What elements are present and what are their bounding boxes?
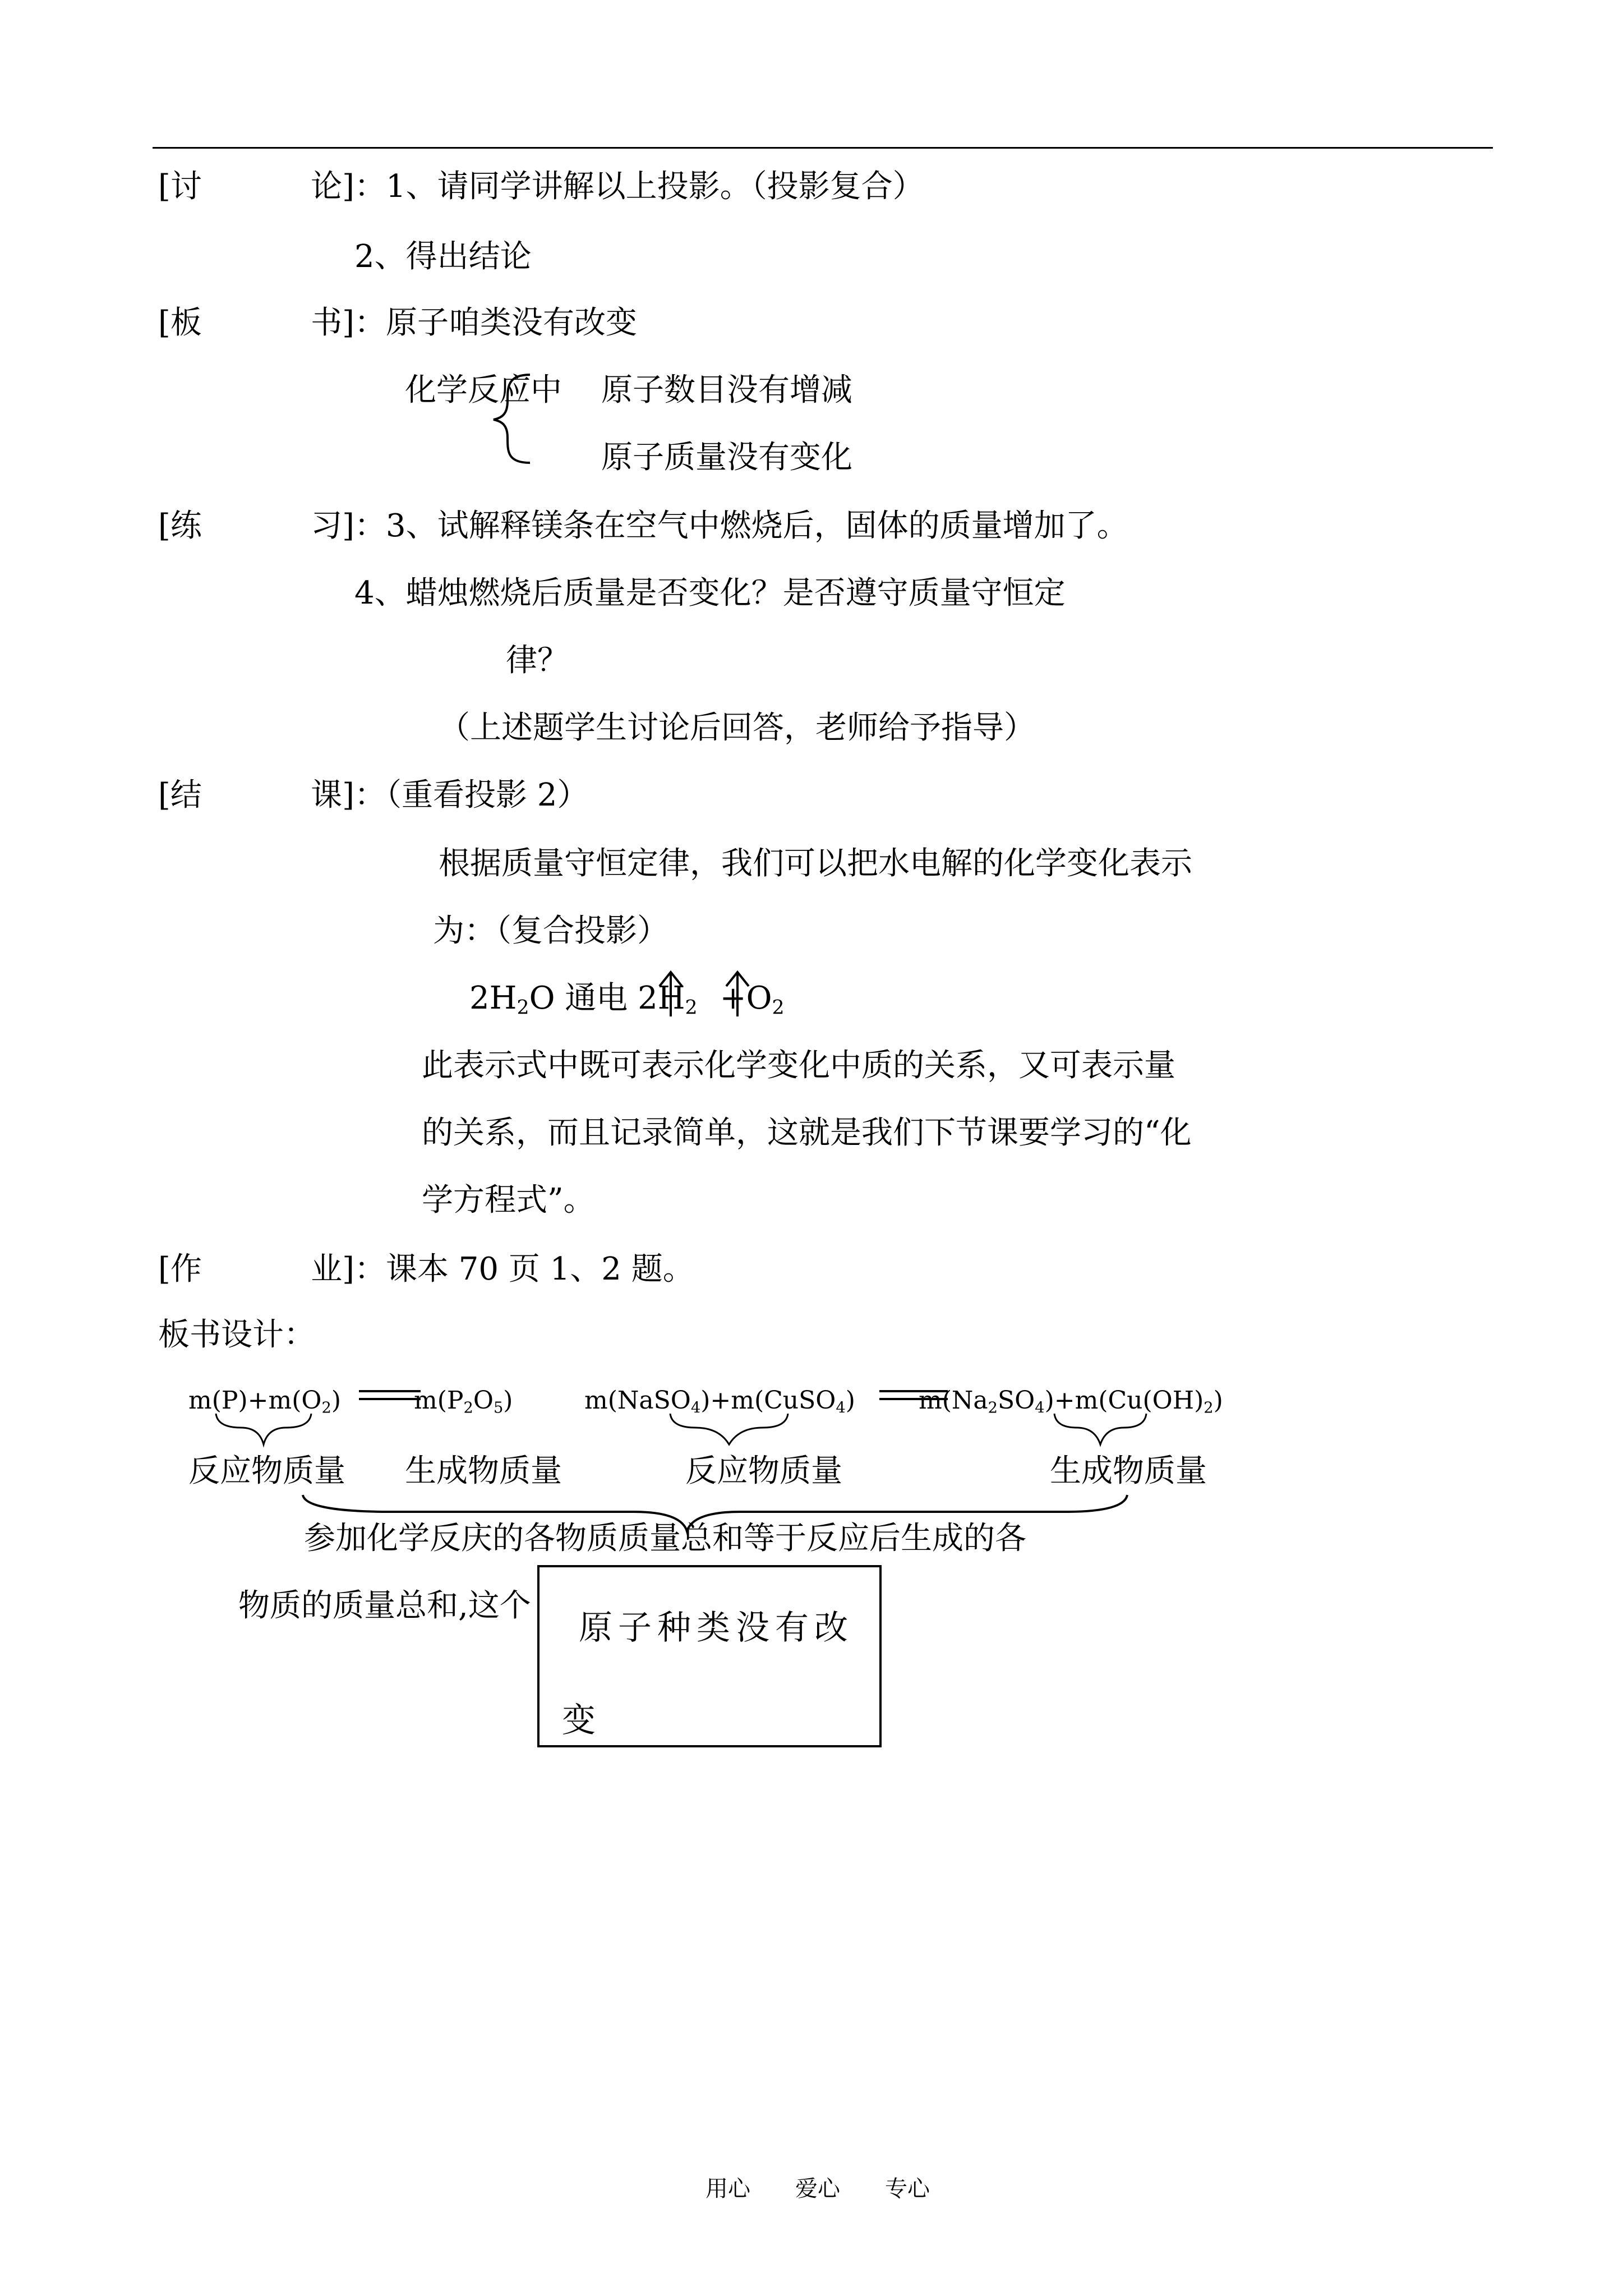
closing-line-1: [结 课] ：（重看投影 2） xyxy=(158,777,589,813)
footer-item-1: 用心 xyxy=(706,2176,750,2202)
formula-reactants-1: $m(P)+m(O_2)$ xyxy=(188,1386,342,1417)
discussion-label: [讨 论] xyxy=(158,168,354,205)
formula-products-2: $m(Na_2SO_4)+m(Cu(OH)_2)$ xyxy=(919,1386,1223,1417)
equals-sign xyxy=(359,1391,421,1399)
formula-product-1: $m(P_2O_5)$ xyxy=(414,1386,513,1417)
reactant-label-2: 反应物质量 xyxy=(685,1453,842,1489)
note-box-line-1: 原子种类没有改 xyxy=(579,1608,854,1648)
note-box-line-2: 变 xyxy=(562,1701,596,1740)
closing-line-2: 根据质量守恒定律，我们可以把水电解的化学变化表示 xyxy=(439,845,1192,882)
exercise-label: [练 习] xyxy=(158,508,354,544)
exercise-line-4: （上述题学生讨论后回答，老师给予指导） xyxy=(439,710,1035,746)
footer-item-3: 专心 xyxy=(885,2176,930,2202)
exercise-line-1: [练 习] ：3、试解释镁条在空气中燃烧后，固体的质量增加了。 xyxy=(158,508,1128,544)
closing-line-5: 的关系，而且记录简单，这就是我们下节课要学习的“化 xyxy=(422,1115,1192,1151)
brace xyxy=(216,1414,311,1444)
electrolysis-equation: $2H_2O$ 通电 $2H_2 +O_2$ xyxy=(469,980,785,1019)
exercise-line-2: 4、蜡烛燃烧后质量是否变化？是否遵守质量守恒定 xyxy=(354,575,1066,611)
closing-line-3: 为：（复合投影） xyxy=(433,913,668,949)
note-box xyxy=(537,1565,882,1747)
gas-arrow-icon xyxy=(726,972,749,1016)
closing-line-6: 学方程式”。 xyxy=(422,1182,595,1218)
product-label-2: 生成物质量 xyxy=(1050,1453,1207,1489)
closing-label: [结 课] xyxy=(158,777,354,813)
brace xyxy=(303,1495,1127,1531)
brace xyxy=(494,375,530,463)
board-lead: 化学反应中 xyxy=(405,372,562,408)
discussion-line-1: [讨 论] ：1、请同学讲解以上投影。（投影复合） xyxy=(158,168,924,205)
board-line-1: [板 书] ：原子咱类没有改变 xyxy=(158,305,637,341)
conservation-statement-1: 参加化学反庆的各物质质量总和等于反应后生成的各 xyxy=(304,1520,1026,1557)
exercise-line-3: 律？ xyxy=(506,642,569,679)
board-label: [板 书] xyxy=(158,305,354,341)
conservation-statement-2: 物质的质量总和,这个 xyxy=(238,1588,531,1624)
brace xyxy=(670,1414,788,1444)
formula-reactants-2: m(NaSO$_4$)+m(CuSO$_4$) xyxy=(584,1386,855,1417)
product-label-1: 生成物质量 xyxy=(405,1453,562,1489)
homework-line-1: [作 业] ：课本 70 页 1、2 题。 xyxy=(158,1251,694,1287)
equals-sign xyxy=(879,1391,948,1399)
design-title: 板书设计： xyxy=(158,1317,315,1353)
brace xyxy=(1054,1414,1146,1444)
board-item-2: 原子质量没有变化 xyxy=(601,439,852,476)
footer-item-2: 爱心 xyxy=(795,2176,840,2202)
discussion-line-2: 2、得出结论 xyxy=(354,238,532,275)
gas-arrow-icon xyxy=(660,972,682,1016)
board-item-1: 原子数目没有增减 xyxy=(601,372,852,408)
reactant-label-1: 反应物质量 xyxy=(188,1453,345,1489)
homework-label: [作 业] xyxy=(158,1251,354,1287)
closing-line-4: 此表示式中既可表示化学变化中质的关系，又可表示量 xyxy=(422,1047,1175,1084)
